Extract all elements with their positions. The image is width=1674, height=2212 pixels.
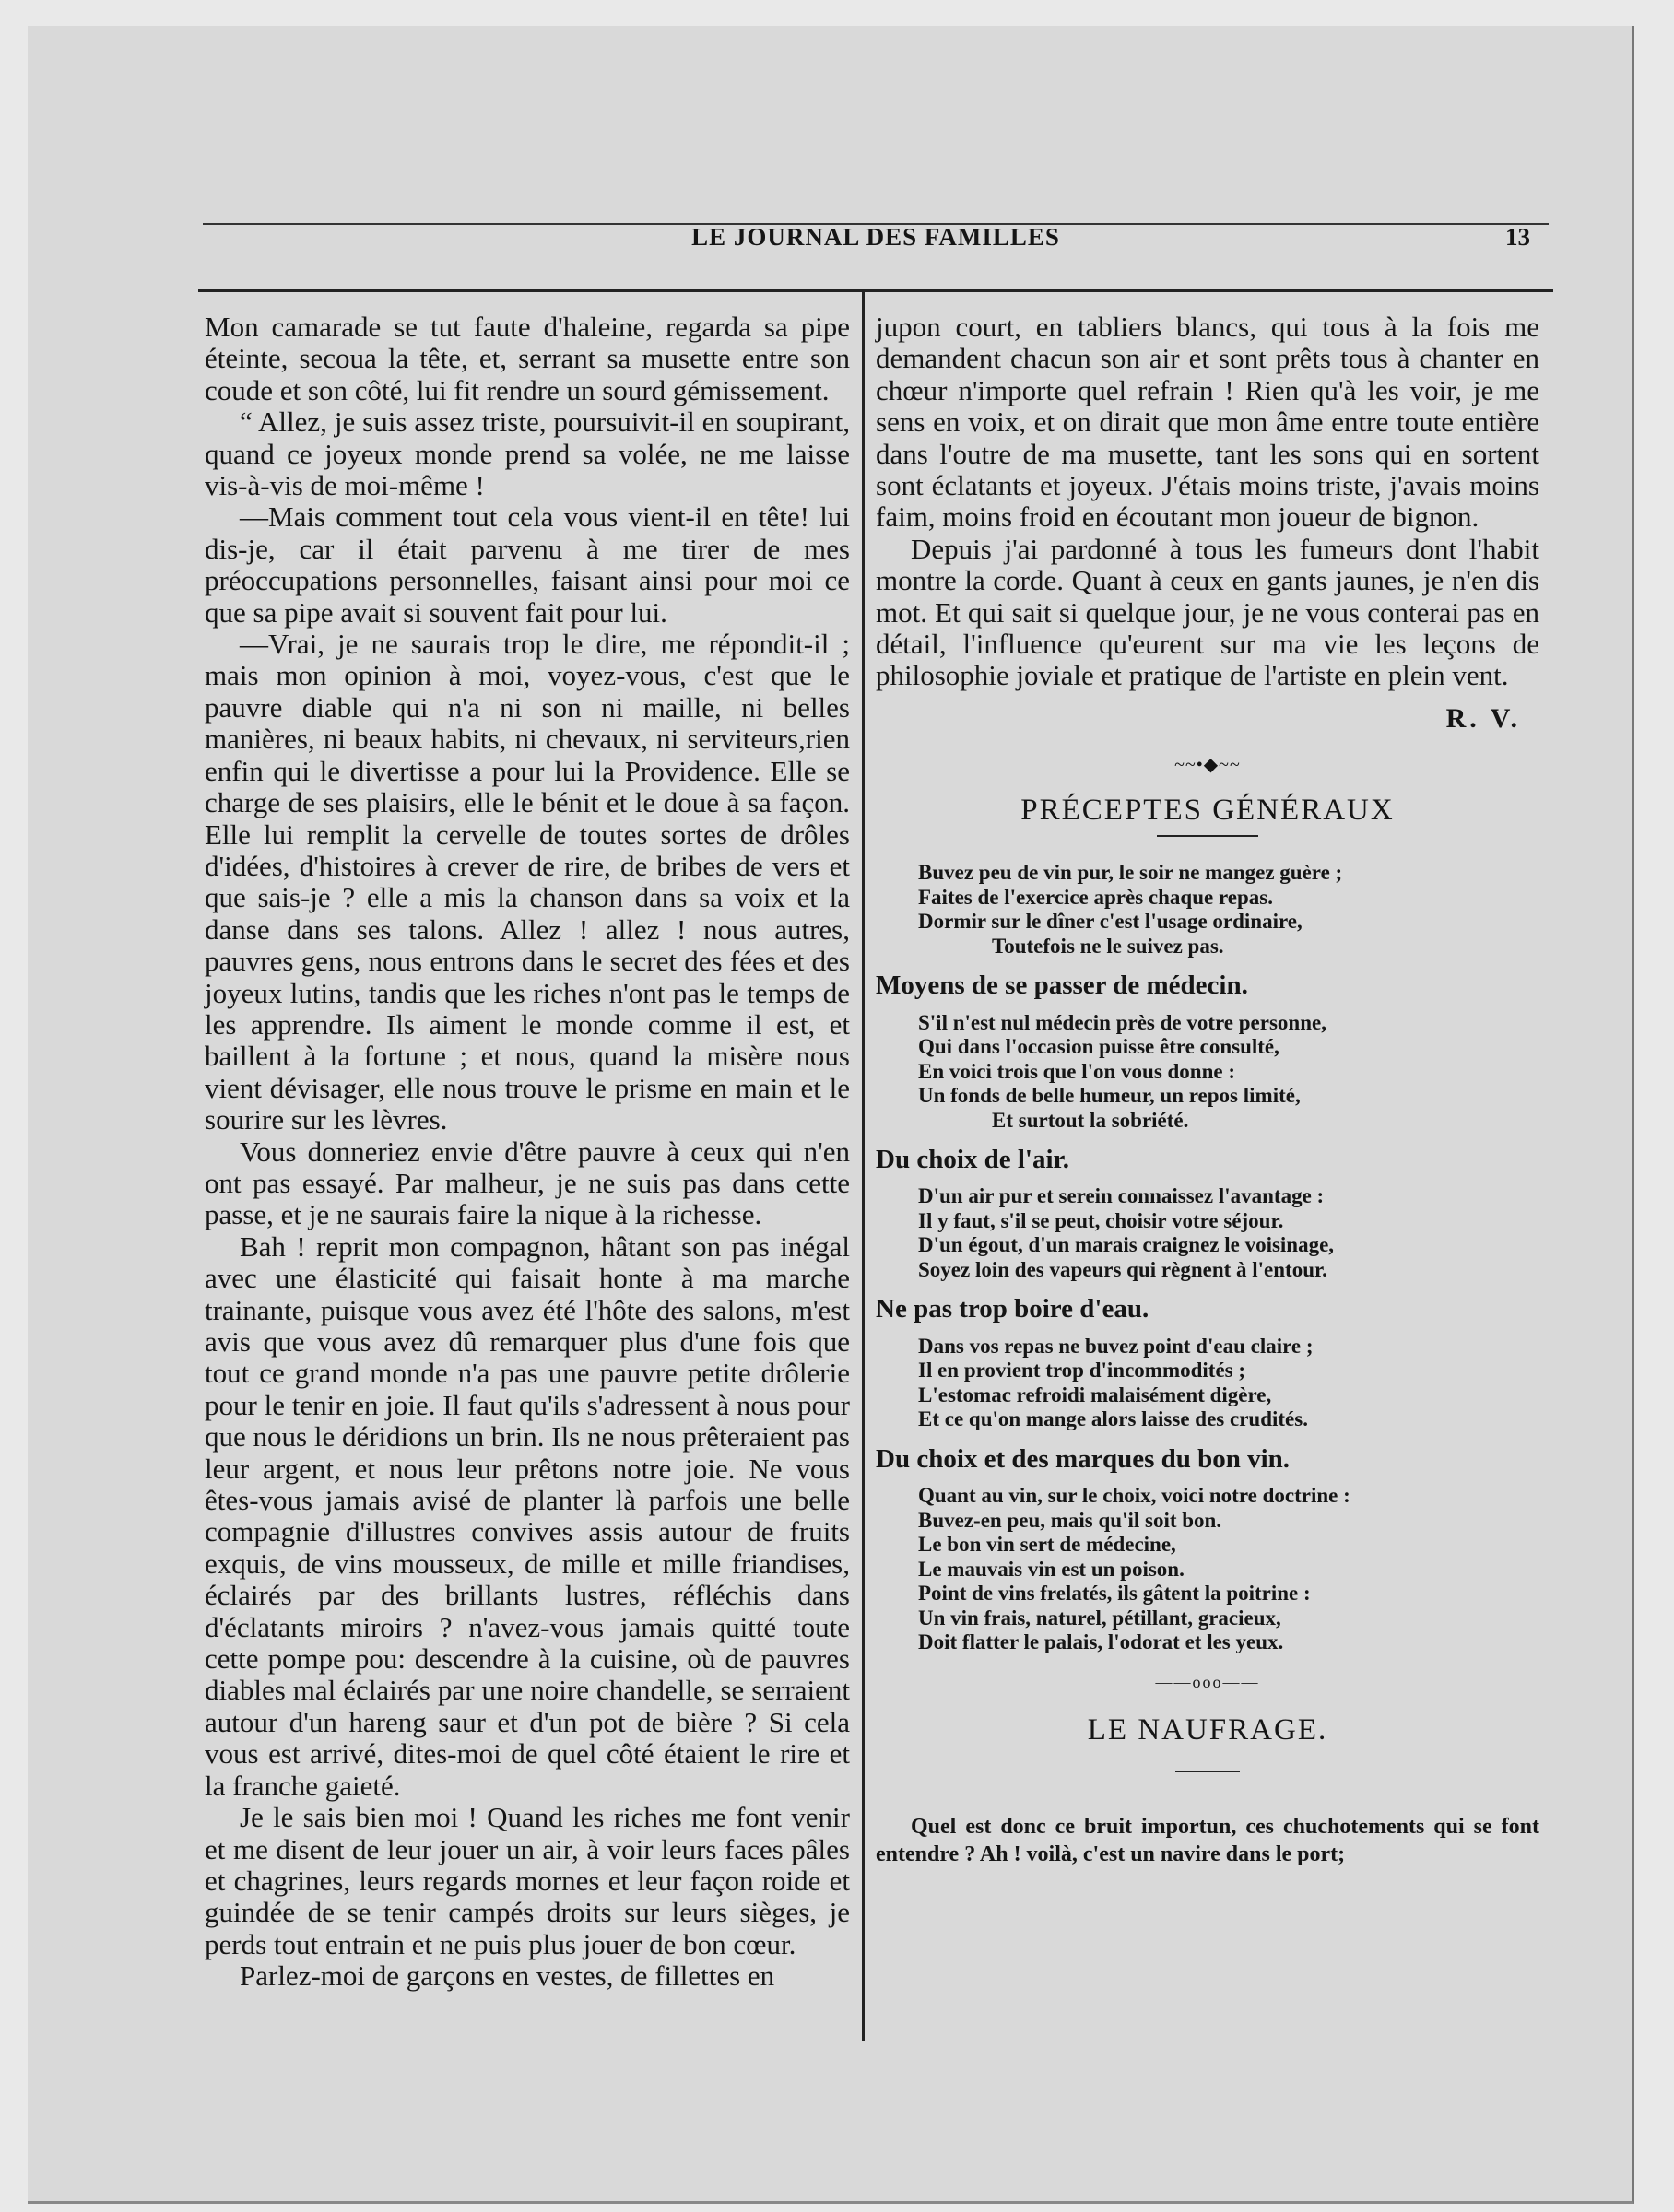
verse-line: S'il n'est nul médecin près de votre personne, — [918, 1010, 1326, 1034]
left-column — [205, 312, 850, 1993]
running-head — [203, 221, 1549, 258]
verse-line: Soyez loin des vapeurs qui règnent à l'entour. — [918, 1257, 1327, 1281]
header-rule — [198, 289, 1553, 292]
verse-line: Il y faut, s'il se peut, choisir votre séjour. — [918, 1208, 1284, 1232]
ornament-divider: ~~•◆~~ — [1174, 755, 1241, 776]
article-start: Quel est donc ce bruit importun, ces chuchotements qui se font entendre ? Ah ! voilà, c'est un navire dans le port; — [876, 1814, 1539, 1866]
precept-heading: Du choix de l'air. — [876, 1145, 1070, 1174]
left-paragraph: Vous donneriez envie d'être pauvre à ceux qui n'en ont pas essayé. Par malheur, je ne suis pas dans cette passe, et je ne saurais faire la nique à la richesse. — [205, 1135, 850, 1231]
verse-line: Et ce qu'on mange alors laisse des crudités. — [918, 1407, 1308, 1431]
precept-verse — [918, 1335, 1539, 1432]
verse-line: Quant au vin, sur le choix, voici notre doctrine : — [918, 1484, 1350, 1508]
verse-line: Buvez peu de vin pur, le soir ne mangez guère ; — [918, 861, 1343, 885]
verse-line: L'estomac refroidi malaisément digère, — [918, 1382, 1272, 1406]
verse-line: D'un égout, d'un marais craignez le voisinage, — [918, 1233, 1335, 1257]
intro-verse — [918, 861, 1539, 959]
left-paragraph: “ Allez, je suis assez triste, poursuivit-il en soupirant, quand ce joyeux monde prend sa volée, ne me laisse vis-à-vis de moi-même ! — [205, 406, 850, 502]
precept-verse — [918, 1011, 1539, 1134]
left-paragraph: —Mais comment tout cela vous vient-il en tête! lui dis-je, car il était parvenu à me tirer de mes préoccupations personnelles, faisant ainsi pour moi ce que sa pipe avait si souvent fait pour lui. — [205, 500, 850, 629]
verse-line: Dormir sur le dîner c'est l'usage ordinaire, — [918, 910, 1303, 934]
verse-line: Un fonds de belle humeur, un repos limité, — [918, 1084, 1301, 1107]
right-column — [876, 312, 1539, 1868]
verse-line: Faites de l'exercice après chaque repas. — [918, 885, 1273, 909]
precept-verse — [918, 1484, 1539, 1655]
title-rule — [1157, 835, 1258, 837]
verse-line: Doit flatter le palais, l'odorat et les yeux. — [918, 1630, 1284, 1654]
column-divider — [862, 289, 865, 2041]
title-rule — [1175, 1771, 1240, 1772]
section-title: PRÉCEPTES GÉNÉRAUX — [1020, 793, 1395, 827]
page-number: 13 — [1505, 223, 1530, 251]
verse-line: Buvez-en peu, mais qu'il soit bon. — [918, 1508, 1222, 1532]
precept-heading: Du choix et des marques du bon vin. — [876, 1443, 1291, 1474]
precept-heading: Moyens de se passer de médecin. — [876, 971, 1248, 1001]
verse-line: Et surtout la sobriété. — [992, 1108, 1189, 1132]
author-signature: R. V. — [1445, 702, 1521, 734]
separator-divider: ——ooo—— — [1155, 1672, 1260, 1691]
verse-line: Le bon vin sert de médecine, — [918, 1533, 1176, 1557]
left-paragraph: Mon camarade se tut faute d'haleine, regarda sa pipe éteinte, secoua la tête, et, serrant sa musette entre son coude et son côté, lui fit rendre un sourd gémissement. — [205, 311, 850, 406]
article-title: LE NAUFRAGE. — [1087, 1713, 1328, 1747]
journal-title: LE JOURNAL DES FAMILLES — [691, 223, 1060, 251]
verse-line: Le mauvais vin est un poison. — [918, 1557, 1185, 1581]
verse-line: En voici trois que l'on vous donne : — [918, 1059, 1236, 1083]
left-paragraph: Je le sais bien moi ! Quand les riches me font venir et me disent de leur jouer un air, à voir leurs faces pâles et chagrines, leurs regards mornes et leur façon roide et guindée de se tenir campés droits sur leurs sièges, je perds tout entrain et ne puis plus jouer de bon cœur. — [205, 1801, 850, 1960]
left-paragraph: Parlez-moi de garçons en vestes, de fillettes en — [240, 1959, 775, 1993]
precept-heading: Ne pas trop boire d'eau. — [876, 1294, 1149, 1324]
precept-verse — [918, 1184, 1539, 1282]
verse-line: Dans vos repas ne buvez point d'eau claire ; — [918, 1334, 1314, 1358]
verse-line: Un vin frais, naturel, pétillant, gracieux, — [918, 1606, 1281, 1630]
left-paragraph: —Vrai, je ne saurais trop le dire, me répondit-il ; mais mon opinion à moi, voyez-vous, c'est que le pauvre diable qui n'a ni son ni maille, ni belles manières, ni beaux habits, ni chevaux, ni serviteurs,rien enfin qui le divertisse a pour lui la Providence. Elle se charge de ses plaisirs, elle le bénit et le doue à sa façon. Elle lui remplit la cervelle de toutes sortes de drôles d'idées, d'histoires à crever de rire, de bribes de vers et que sais-je ? elle a mis la chanson dans sa voix et la danse dans ses talons. Allez ! allez ! nous autres, pauvres gens, nous entrons dans le secret des fées et des joyeux lutins, tandis que les riches n'ont pas le temps de les apprendre. Ils aiment le monde comme il est, et baillent à la fortune ; et nous, quand la misère nous vient dévisager, elle nous trouve le prisme en main et le sourire sur les lèvres. — [205, 628, 850, 1136]
verse-line: Il en provient trop d'incommodités ; — [918, 1359, 1246, 1382]
right-paragraph: jupon court, en tabliers blancs, qui tous à la fois me demandent chacun son air et sont prêts tous à chanter en chœur n'importe quel refrain ! Rien qu'à les voir, je me sens en voix, et on dirait que mon âme entre toute entière dans l'outre de ma musette, tant les sons qui en sortent sont éclatants et joyeux. J'étais moins triste, j'avais moins faim, moins froid en écoutant mon joueur de bignon. — [876, 311, 1539, 534]
verse-line: D'un air pur et serein connaissez l'avantage : — [918, 1184, 1325, 1208]
right-paragraph: Depuis j'ai pardonné à tous les fumeurs dont l'habit montre la corde. Quant à ceux en gants jaunes, je n'en dis mot. Et qui sait si quelque jour, je ne vous conterai pas en détail, l'influence qu'eurent sur ma vie les leçons de philosophie joviale et pratique de l'artiste en plein vent. — [876, 532, 1539, 692]
left-paragraph: Bah ! reprit mon compagnon, hâtant son pas inégal avec une élasticité qui faisait honte à ma marche trainante, puisque vous avez été l'hôte des salons, m'est avis que vous avez dû remarquer plus d'une fois que tout ce grand monde n'a pas une pauvre petite drôlerie pour le tenir en joie. Il faut qu'ils s'adressent à nous pour que nous le déridions un brin. Ils ne nous prêteraient pas leur argent, et nous leur prêtons notre joie. Ne vous êtes-vous jamais avisé de planter là parfois une belle compagnie d'illustres convives assis autour de fruits exquis, de vins mousseux, de mille et mille friandises, éclairés par des brillants lustres, réfléchis dans d'éclatants miroirs ? n'avez-vous jamais quitté toute cette pompe pou: descendre à la cuisine, où de pauvres diables mal éclairés par une noire chandelle, se serraient autour d'un hareng saur et d'un pot de bière ? Si cela vous est arrivé, dites-moi de quel côté étaient le rire et la franche gaieté. — [205, 1230, 850, 1802]
verse-line: Toutefois ne le suivez pas. — [992, 934, 1224, 958]
verse-line: Qui dans l'occasion puisse être consulté, — [918, 1035, 1279, 1058]
verse-line: Point de vins frelatés, ils gâtent la poitrine : — [918, 1582, 1311, 1606]
